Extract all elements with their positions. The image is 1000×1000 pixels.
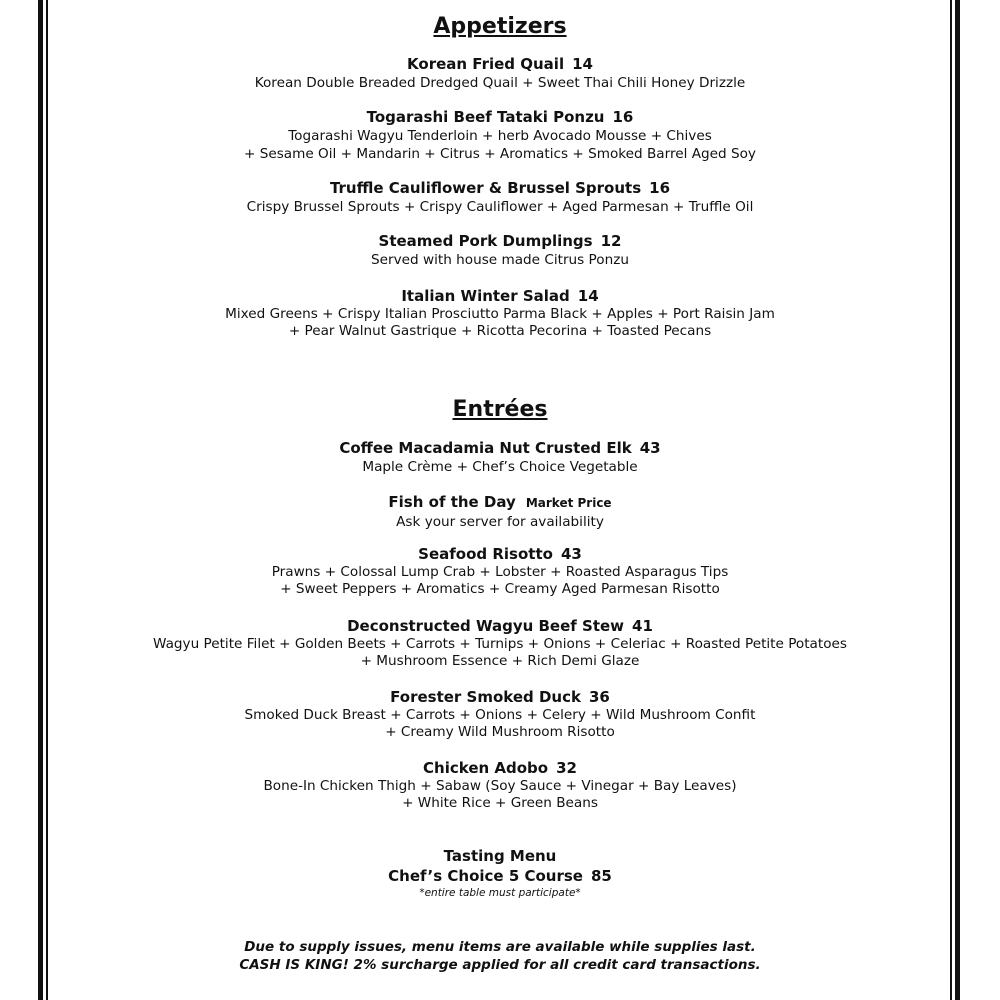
menu-item (0, 758, 1000, 812)
item-title (0, 616, 1000, 636)
item-price: 16 (649, 179, 671, 197)
tasting-menu-note: *entire table must participate* (419, 887, 581, 899)
item-price: 36 (588, 688, 610, 706)
item-name: Deconstructed Wagyu Beef Stew (347, 617, 625, 635)
item-description: Korean Double Breaded Dredged Quail + Sweet Thai Chili Honey Drizzle (254, 75, 746, 91)
item-description: + Sweet Peppers + Aromatics + Creamy Aged Parmesan Risotto (280, 581, 720, 597)
item-title (0, 286, 1000, 306)
tasting-course-name: Chef’s Choice 5 Course (388, 867, 583, 885)
tasting-menu-course (0, 866, 1000, 886)
tasting-menu-title: Tasting Menu (443, 847, 557, 865)
item-market-price: Market Price (525, 496, 612, 510)
item-description: Served with house made Citrus Ponzu (371, 252, 629, 268)
menu-item (0, 107, 1000, 163)
item-description: Mixed Greens + Crispy Italian Prosciutto Parma Black + Apples + Port Raisin Jam (225, 306, 775, 322)
item-price: 14 (572, 55, 593, 73)
menu-item (0, 438, 1000, 476)
item-price: 16 (612, 108, 634, 126)
item-price: 14 (577, 287, 599, 305)
menu-item (0, 54, 1000, 92)
menu-item (0, 616, 1000, 670)
item-description: + Creamy Wild Mushroom Risotto (385, 724, 615, 740)
item-title (0, 231, 1000, 251)
item-name: Forester Smoked Duck (390, 688, 581, 706)
item-name: Chicken Adobo (423, 759, 549, 777)
menu-item (0, 286, 1000, 340)
menu-item (0, 492, 1000, 531)
item-description: Maple Crème + Chef’s Choice Vegetable (362, 459, 638, 475)
item-name: Togarashi Beef Tataki Ponzu (366, 108, 605, 126)
item-price: 32 (556, 759, 577, 777)
menu-item (0, 544, 1000, 598)
item-title (0, 544, 1000, 564)
item-title (0, 687, 1000, 707)
item-description: Togarashi Wagyu Tenderloin + herb Avocado Mousse + Chives (288, 128, 712, 144)
menu-item (0, 178, 1000, 216)
menu-item (0, 231, 1000, 269)
item-description: + Pear Walnut Gastrique + Ricotta Pecorina + Toasted Pecans (288, 323, 712, 339)
item-name: Steamed Pork Dumplings (378, 232, 593, 250)
item-title (0, 54, 1000, 74)
item-description: Bone-In Chicken Thigh + Sabaw (Soy Sauce + Vinegar + Bay Leaves) (263, 778, 737, 794)
item-description: Crispy Brussel Sprouts + Crispy Cauliflower + Aged Parmesan + Truffle Oil (246, 199, 754, 215)
item-description: + White Rice + Green Beans (402, 795, 598, 811)
item-price: 43 (639, 439, 661, 457)
menu-item (0, 687, 1000, 741)
item-name: Truffle Cauliflower & Brussel Sprouts (329, 179, 642, 197)
tasting-menu (0, 846, 1000, 901)
item-description: Smoked Duck Breast + Carrots + Onions + Celery + Wild Mushroom Confit (244, 707, 756, 723)
item-name: Coffee Macadamia Nut Crusted Elk (339, 439, 632, 457)
item-title (0, 438, 1000, 458)
item-name: Seafood Risotto (418, 545, 553, 563)
item-name: Fish of the Day (388, 493, 516, 511)
tasting-course-price: 85 (590, 867, 612, 885)
entrees-heading: Entrées (452, 397, 548, 422)
item-price: 43 (560, 545, 582, 563)
supply-notice: Due to supply issues, menu items are available while supplies last. (244, 939, 756, 955)
item-description: + Sesame Oil + Mandarin + Citrus + Aromatics + Smoked Barrel Aged Soy (244, 146, 756, 162)
item-description: Ask your server for availability (396, 514, 604, 530)
item-title (0, 492, 1000, 513)
item-title (0, 107, 1000, 127)
item-title (0, 178, 1000, 198)
surcharge-notice: CASH IS KING! 2% surcharge applied for all credit card transactions. (239, 957, 761, 973)
footer-notice (0, 938, 1000, 974)
item-title (0, 758, 1000, 778)
item-description: Wagyu Petite Filet + Golden Beets + Carrots + Turnips + Onions + Celeriac + Roasted Petite Potatoes (153, 636, 847, 652)
appetizers-heading: Appetizers (433, 14, 567, 39)
item-price: 12 (600, 232, 622, 250)
item-price: 41 (632, 617, 653, 635)
item-name: Korean Fried Quail (407, 55, 565, 73)
item-description: + Mushroom Essence + Rich Demi Glaze (360, 653, 640, 669)
item-name: Italian Winter Salad (401, 287, 570, 305)
item-description: Prawns + Colossal Lump Crab + Lobster + Roasted Asparagus Tips (271, 564, 729, 580)
